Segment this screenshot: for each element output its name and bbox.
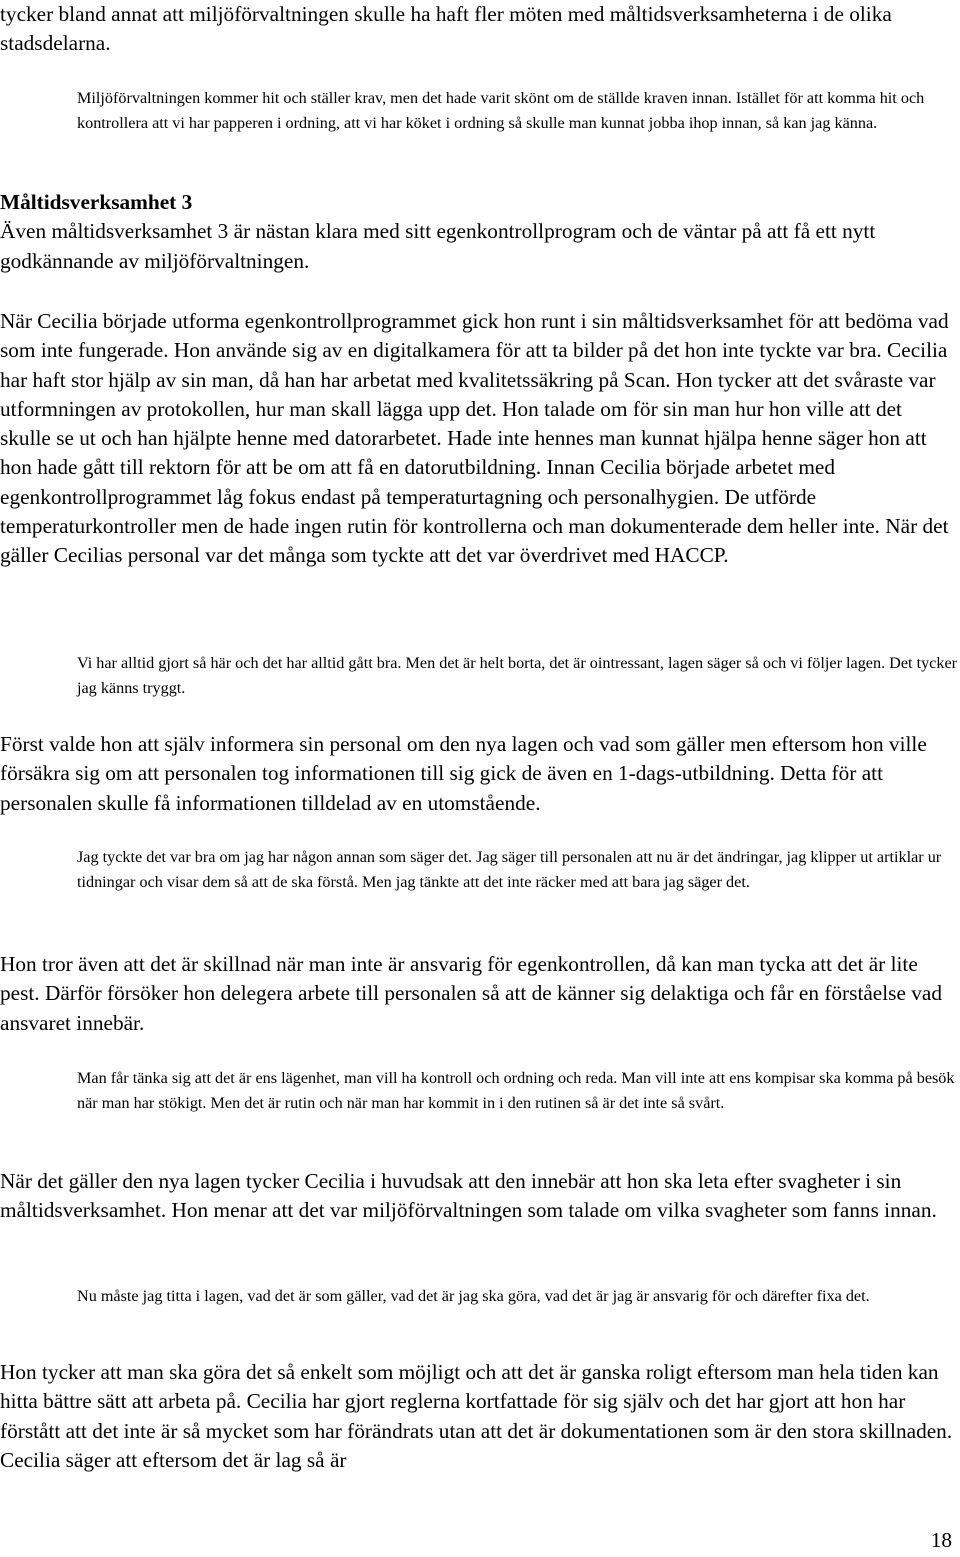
quote-miljoforvaltningen: Miljöförvaltningen kommer hit och ställer krav, men det hade varit skönt om de ställde kraven innan. Istället för att komma hit och kontrollera att vi har papperen i ordning, att vi har köket i ordning så skulle man kunnat jobba ihop innan, så kan jag känna. — [77, 89, 925, 133]
section-heading: Måltidsverksamhet 3 — [0, 190, 193, 214]
paragraph-informera-personal: Först valde hon att själv informera sin personal om den nya lagen och vad som gäller men eftersom hon ville försäkra sig om att personalen tog informationen till sig gick de även en 1-dags-utbildning. Detta för att personalen skulle få informationen tilldelad av en utomstående. — [0, 732, 927, 815]
quote-alltid-gjort: Vi har alltid gjort så här och det har alltid gått bra. Men det är helt borta, det är ointressant, lagen säger så och vi följer lagen. Det tycker jag känns tryggt. — [77, 654, 958, 698]
quote-annan-som-sager: Jag tyckte det var bra om jag har någon annan som säger det. Jag säger till personalen att nu är det ändringar, jag klipper ut artiklar ur tidningar och visar dem så att de ska förstå. Men jag tänkte att det inte räcker med att bara jag säger det. — [77, 848, 942, 892]
paragraph-nya-lagen: När det gäller den nya lagen tycker Cecilia i huvudsak att den innebär att hon ska leta efter svagheter i sin måltidsverksamhet. Hon menar att det var miljöförvaltningen som talade om vilka svagheter som fanns innan. — [0, 1169, 937, 1223]
page-number: 18 — [930, 1528, 952, 1552]
paragraph-intro: tycker bland annat att miljöförvaltningen skulle ha haft fler möten med måltidsverksamheterna i de olika stadsdelarna. — [0, 2, 892, 56]
quote-ens-lagenhet: Man får tänka sig att det är ens lägenhet, man vill ha kontroll och ordning och reda. Man vill inte att ens kompisar ska komma på besök när man har stökigt. Men det är rutin och när man har kommit in i den rutinen så är det inte så svårt. — [77, 1069, 955, 1113]
section-maltidsverksamhet-3 — [0, 188, 955, 276]
paragraph-skillnad-ansvarig: Hon tror även att det är skillnad när man inte är ansvarig för egenkontrollen, då kan man tycka att det är lite pest. Därför försöker hon delegera arbete till personalen så att de känner sig delaktiga och får en förståelse vad ansvaret innebär. — [0, 952, 942, 1035]
paragraph-cecilia-egenkontroll: När Cecilia började utforma egenkontrollprogrammet gick hon runt i sin måltidsverksamhet för att bedöma vad som inte fungerade. Hon använde sig av en digitalkamera för att ta bilder på det hon inte tyckte var bra. Cecilia har haft stor hjälp av sin man, då han har arbetat med kvalitetssäkring på Scan. Hon tycker att det svåraste var utformningen av protokollen, hur man skall lägga upp det. Hon talade om för sin man hur hon ville att det skulle se ut och han hjälpte henne med datorarbetet. Hade inte hennes man kunnat hjälpa henne säger hon att hon hade gått till rektorn för att be om att få en datorutbildning. Innan Cecilia började arbetet med egenkontrollprogrammet låg fokus endast på temperaturtagning och personalhygien. De utförde temperaturkontroller men de hade ingen rutin för kontrollerna och man dokumenterade dem heller inte. När det gäller Cecilias personal var det många som tyckte att det var överdrivet med HACCP. — [0, 309, 949, 568]
quote-titta-i-lagen: Nu måste jag titta i lagen, vad det är som gäller, vad det är jag ska göra, vad det är jag är ansvarig för och därefter fixa det. — [77, 1287, 870, 1305]
paragraph-enkelt: Hon tycker att man ska göra det så enkelt som möjligt och att det är ganska roligt eftersom man hela tiden kan hitta bättre sätt att arbeta på. Cecilia har gjort reglerna kortfattade för sig själv och det har gjort att hon har förstått att det inte är så mycket som har förändrats utan att det är dokumentationen som är den stora skillnaden. Cecilia säger att eftersom det är lag så är — [0, 1360, 953, 1472]
section-text: Även måltidsverksamhet 3 är nästan klara med sitt egenkontrollprogram och de väntar på att få ett nytt godkännande av miljöförvaltningen. — [0, 219, 876, 273]
